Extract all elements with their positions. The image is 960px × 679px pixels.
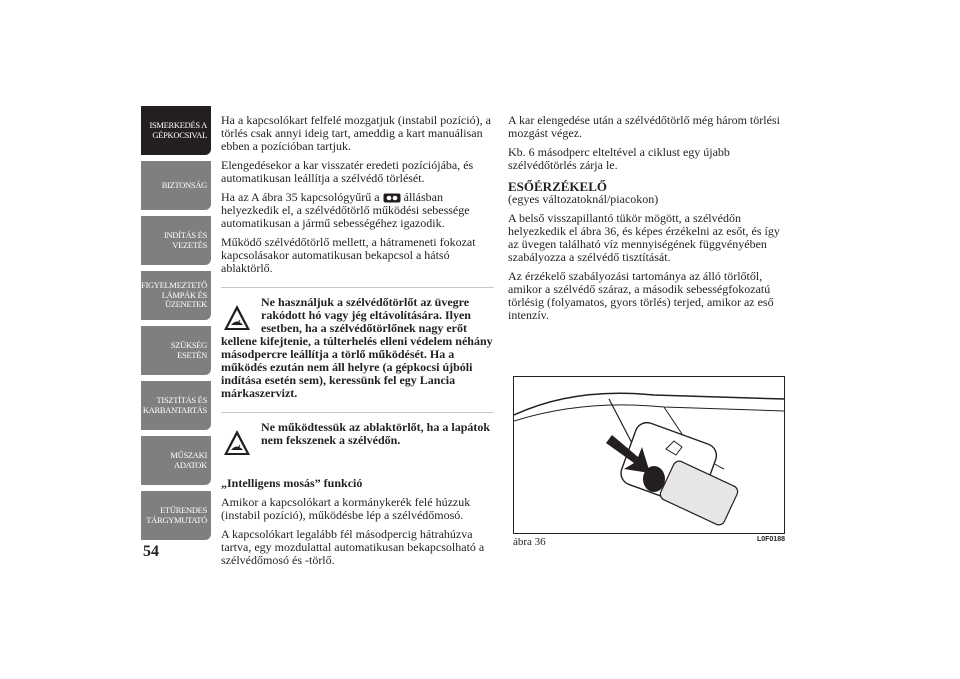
chapter-tab-label: MŰSZAKI ADATOK <box>170 450 207 470</box>
section-subheading: (egyes változatoknál/piacokon) <box>508 192 659 206</box>
paragraph <box>221 191 494 230</box>
figure-caption: ábra 36 <box>513 536 546 548</box>
chapter-tab-label: SZÜKSÉG ESETÉN <box>170 340 207 360</box>
chapter-tab[interactable] <box>141 216 211 265</box>
paragraph: Elengedésekor a kar visszatér eredeti pozíciójába, és automatikusan leállítja a szélvédő törlését. <box>221 158 474 185</box>
rain-sensor-illustration <box>513 376 785 534</box>
chapter-tab[interactable] <box>141 271 211 320</box>
paragraph: Amikor a kapcsolókart a kormánykerék felé húzzuk (instabil pozíció), működésbe lép a szélvédőmosó. <box>221 495 471 522</box>
chapter-tab[interactable] <box>141 161 211 210</box>
paragraph-text: állásban helyezkedik el, a szélvédőtörlő működési sebessége automatikusan a jármű sebességéhez igazodik. <box>221 190 470 230</box>
paragraph: Az érzékelő szabályozási tartománya az álló törlőtől, amikor a szélvédő száraz, a második sebességfokozatú törlésig (folyamatos, gyors törlés) terjed, amikor az eső intenzív. <box>508 269 774 322</box>
warning-box <box>221 287 494 400</box>
paragraph-text: Ha az A ábra 35 kapcsológyűrű a <box>221 190 380 204</box>
paragraph: A kar elengedése után a szélvédőtörlő még három törlési mozgást végez. <box>508 113 780 140</box>
paragraph: Ha a kapcsolókart felfelé mozgatjuk (instabil pozíció), a törlés csak annyi ideig tart, ameddig a kart manuálisan ebben a pozícióban tartjuk. <box>221 113 491 153</box>
chapter-tab[interactable] <box>141 491 211 540</box>
figure-caption-row <box>513 536 785 548</box>
paragraph: Kb. 6 másodperc elteltével a ciklust egy újabb szélvédőtörlés zárja le. <box>508 145 730 172</box>
chapter-tab-label: TISZTÍTÁS ÉS KARBANTARTÁS <box>142 395 207 415</box>
page-number: 54 <box>143 543 159 560</box>
paragraph: A belső visszapillantó tükör mögött, a szélvédőn helyezkedik el ábra 36, és képes érzékelni az esőt, és így az üvegen található víz mennyiségének függvényében szabályozza a szélvédő tisztítását. <box>508 211 780 264</box>
warning-box <box>221 412 494 459</box>
chapter-tab-label: ISMERKEDÉS A GÉPKOCSIVAL <box>149 120 207 140</box>
chapter-tab[interactable] <box>141 381 211 430</box>
warning-text: Ne használjuk a szélvédőtörlőt az üvegre rakódott hó vagy jég eltávolítására. Ilyen esetben, ha a szélvédőtörlőnek nagy erőt kellene kifejtenie, a túlterhelés elleni védelem néhány másodpercre leállítja a törlő működését. Ha a működés ezután nem áll helyre (a gépkocsi újbóli indítása esetén sem), keressünk fel egy Lancia márkaszervizt. <box>221 295 493 400</box>
right-column <box>508 114 786 328</box>
paragraph: A kapcsolókart legalább fél másodpercig hátrahúzva tartva, egy mozdulattal automatikusan bekapcsolható a szélvédőmosó és -törlő. <box>221 527 485 567</box>
chapter-tab-label: INDÍTÁS ÉS VEZETÉS <box>163 230 207 250</box>
chapter-tab-label: ETŰRENDES TÁRGYMUTATÓ <box>146 505 207 525</box>
warning-wiper-icon <box>223 304 251 332</box>
rain-sensor-drawing <box>514 377 784 533</box>
chapter-tab[interactable] <box>141 436 211 485</box>
paragraph: Működő szélvédőtörlő mellett, a hátrameneti fokozat kapcsolásakor automatikusan bekapcsol a hátsó ablaktörlő. <box>221 235 476 275</box>
section-heading: „Intelligens mosás” funkció <box>221 476 363 490</box>
warning-wiper-icon <box>223 429 251 457</box>
chapter-sidebar <box>141 106 211 546</box>
figure-code: L0F0188 <box>756 536 785 543</box>
warning-text: Ne működtessük az ablaktörlőt, ha a lapátok nem fekszenek a szélvédőn. <box>261 420 491 447</box>
auto-wiper-icon <box>383 193 401 203</box>
chapter-tab[interactable] <box>141 106 211 155</box>
chapter-tab[interactable] <box>141 326 211 375</box>
chapter-tab-label: BIZTONSÁG <box>161 179 207 190</box>
left-column <box>221 114 494 573</box>
chapter-tab-label: FIGYELMEZTETŐ LÁMPÁK ÉS ÜZENETEK <box>141 280 207 310</box>
section-heading: ESŐÉRZÉKELŐ <box>508 179 607 194</box>
